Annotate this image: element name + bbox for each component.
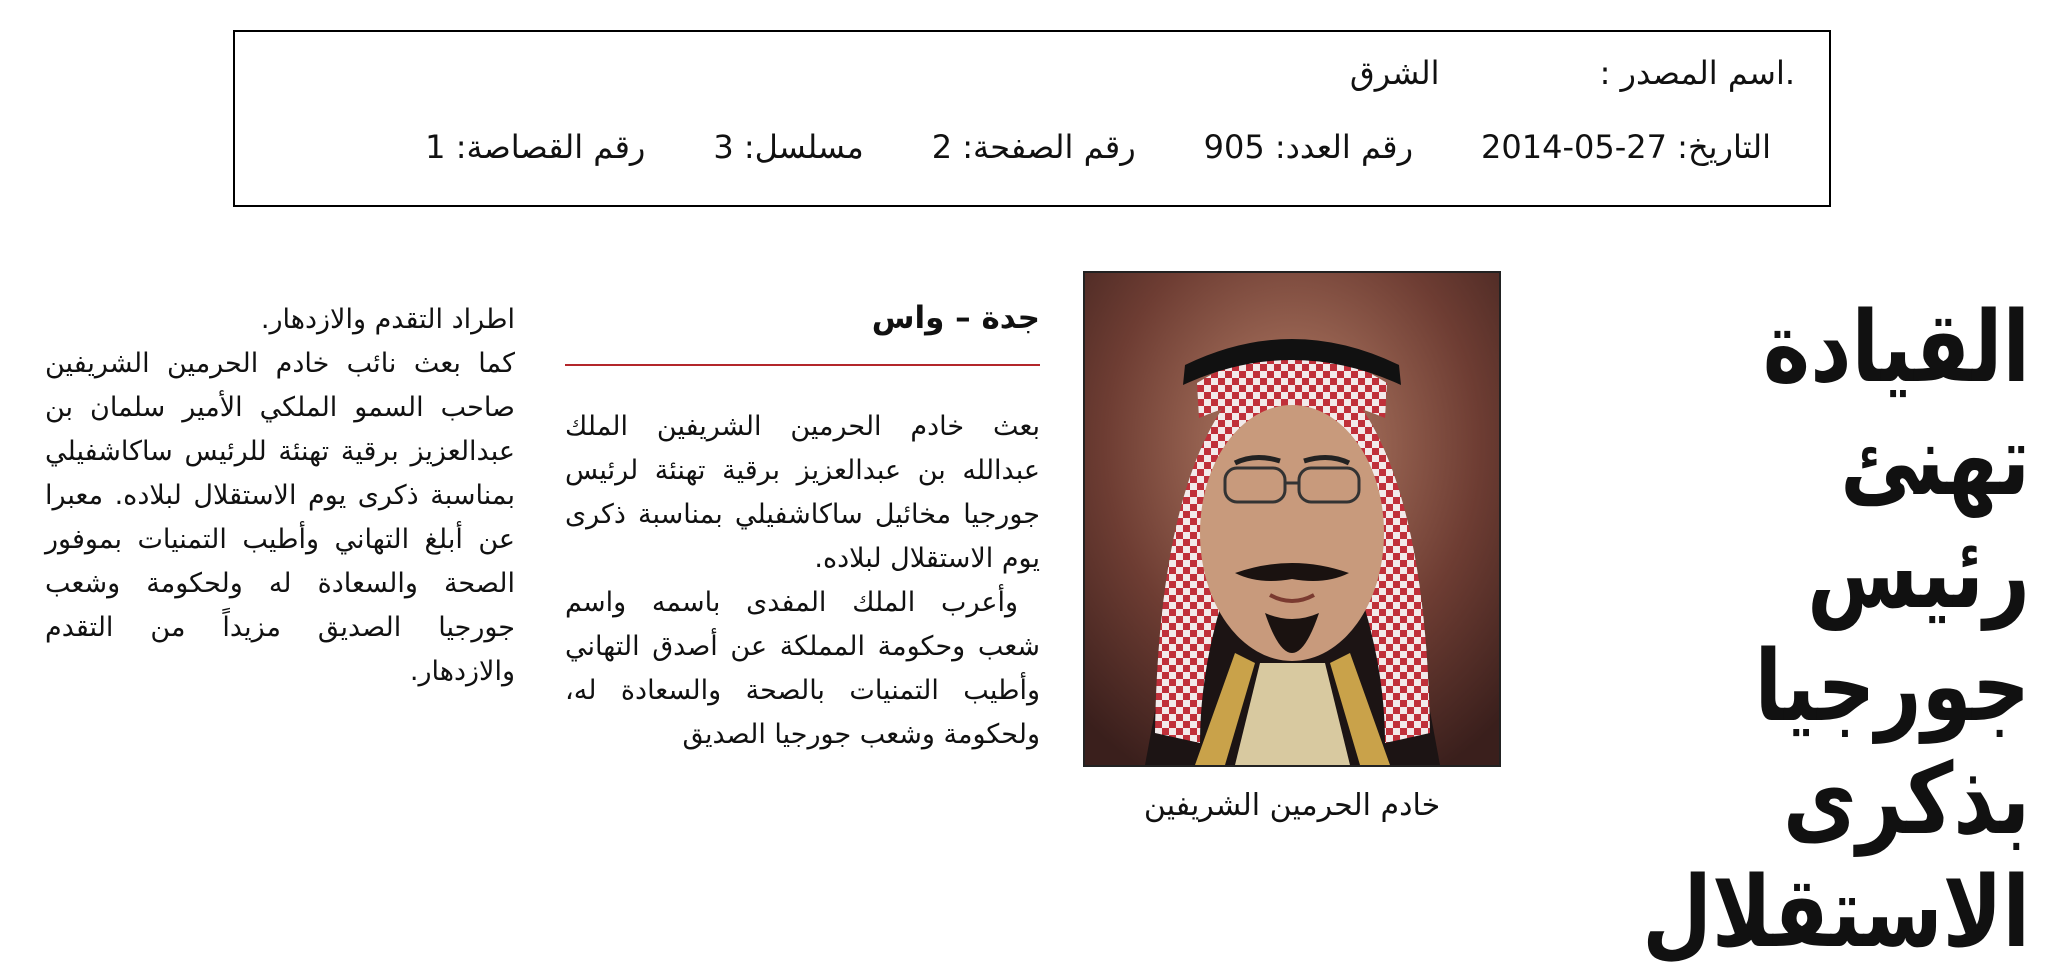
headline-line-1: القيادة <box>1762 291 2030 405</box>
headline-line-4: الاستقلال <box>1642 856 2030 970</box>
source-value: الشرق <box>1349 54 1440 92</box>
source-label: .اسم المصدر : <box>1599 54 1795 92</box>
issue-info-row <box>425 128 1771 166</box>
photo-caption: خادم الحرمين الشريفين <box>1143 788 1441 823</box>
issue-number: رقم العدد: 905 <box>1203 128 1414 166</box>
article-paragraph-2: وأعرب الملك المفدى باسمه واسم شعب وحكومة المملكة عن أصدق التهاني وأطيب التمنيات بالصحة والسعادة له، ولحكومة وشعب جورجيا الصديق <box>565 587 1040 750</box>
page-number: رقم الصفحة: 2 <box>931 128 1136 166</box>
article-paragraph-4: كما بعث نائب خادم الحرمين الشريفين صاحب السمو الملكي الأمير سلمان بن عبدالعزيز برقية تهنئة للرئيس ساكاشفيلي بمناسبة ذكرى يوم الاستقلال لبلاده. معبرا عن أبلغ التهاني وأطيب التمنيات بموفور الصحة والسعادة له ولحكومة وشعب جورجيا الصديق مزيداً من التقدم والازدهار. <box>45 348 515 687</box>
source-row <box>1350 54 1795 92</box>
article-column-left <box>45 298 515 694</box>
article-paragraph-3: اطراد التقدم والازدهار. <box>260 304 515 335</box>
clipping-number: رقم القصاصة: 1 <box>425 128 646 166</box>
article-column-right <box>565 405 1040 757</box>
portrait-illustration <box>1085 273 1499 765</box>
source-metadata-box <box>233 30 1831 207</box>
headline-line-3: جورجيا بذكرى <box>1754 630 2030 857</box>
article-dateline: جدة – واس <box>871 300 1040 336</box>
publication-date: التاريخ: 27-05-2014 <box>1481 128 1771 166</box>
article-paragraph-1: بعث خادم الحرمين الشريفين الملك عبدالله بن عبدالعزيز برقية تهنئة لرئيس جورجيا مخائيل ساكاشفيلي بمناسبة ذكرى يوم الاستقلال لبلاده. <box>565 411 1040 574</box>
portrait-photo <box>1083 271 1501 767</box>
serial-number: مسلسل: 3 <box>713 128 864 166</box>
headline-line-2: تهنئ رئيس <box>1807 404 2030 631</box>
dateline-divider <box>565 364 1040 366</box>
article-headline <box>1620 292 2030 970</box>
